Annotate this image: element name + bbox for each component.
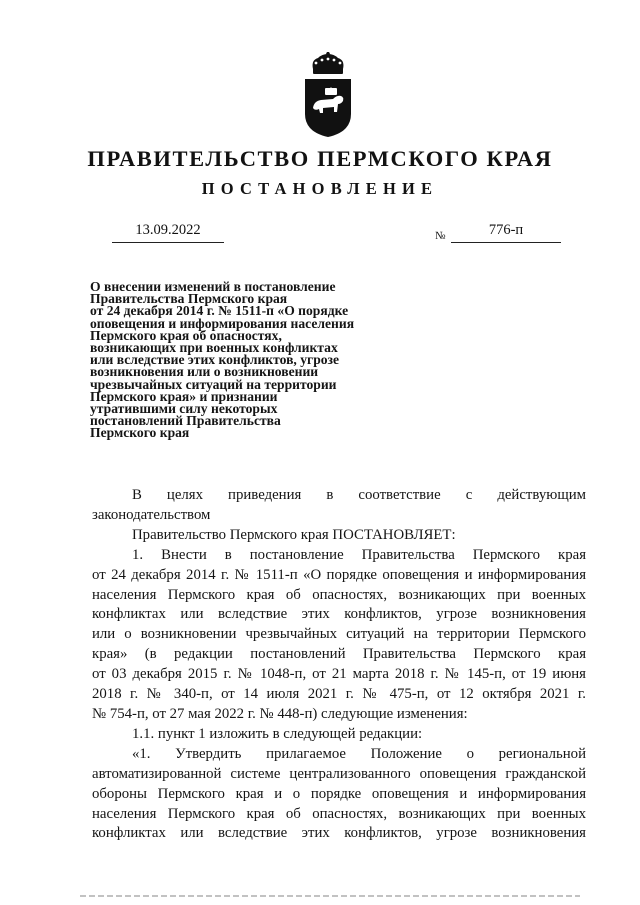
body-line: обороны Пермского края и о порядке оповещения и информирования — [92, 785, 586, 802]
heading-line: Пермского края» и признании — [90, 388, 278, 404]
heading-line: возникновения или о возникновении — [90, 364, 319, 380]
heading-line: или вследствие этих конфликтов, угрозе — [90, 352, 340, 368]
heading-line: чрезвычайных ситуаций на территории — [90, 376, 337, 392]
government-title: ПРАВИТЕЛЬСТВО ПЕРМСКОГО КРАЯ — [87, 146, 553, 171]
body-line: автоматизированной системе централизованного оповещения гражданской — [92, 765, 586, 782]
heading-line: утратившими силу некоторых — [90, 401, 278, 417]
document-number: 776-п — [451, 222, 561, 243]
heading-line: постановлений Правительства — [90, 413, 281, 429]
heading-line: Пермского края — [90, 425, 190, 441]
heading-line: от 24 декабря 2014 г. № 1511-п «О порядке — [90, 303, 349, 319]
heading-line: оповещения и информирования населения — [90, 315, 355, 331]
heading-line: Пермского края об опасностях, — [90, 327, 282, 343]
body-line: населения Пермского края об опасностях, возникающих при военных — [92, 805, 586, 822]
body-line: «1. Утвердить прилагаемое Положение о региональной — [132, 745, 586, 762]
heading-line: Правительства Пермского края — [90, 291, 288, 307]
body-line: или о возникновении чрезвычайных ситуаций на территории Пермского — [92, 626, 586, 643]
document-date: 13.09.2022 — [112, 222, 224, 243]
body-line: Правительство Пермского края ПОСТАНОВЛЯЕТ: — [132, 526, 456, 543]
body-line: населения Пермского края об опасностях, возникающих при военных — [92, 586, 586, 603]
document-body — [92, 486, 586, 844]
body-line: края» (в редакции постановлений Правительства Пермского края — [92, 646, 586, 663]
document-type: ПОСТАНОВЛЕНИЕ — [201, 179, 439, 198]
body-line: конфликтах или вследствие этих конфликтов, угрозе возникновения — [92, 825, 586, 842]
body-line: конфликтах или вследствие этих конфликтов, угрозе возникновения — [92, 606, 586, 623]
heading-line: О внесении изменений в постановление — [90, 279, 336, 294]
coat-of-arms-icon — [299, 52, 357, 138]
body-line: законодательством — [92, 506, 211, 523]
body-line: от 03 декабря 2015 г. № 1048-п, от 21 марта 2018 г. № 145-п, от 19 июня — [92, 666, 586, 683]
body-line: 1.1. пункт 1 изложить в следующей редакции: — [132, 725, 423, 742]
scan-edge-artifact — [80, 895, 580, 897]
body-line: от 24 декабря 2014 г. № 1511-п «О порядке оповещения и информирования — [92, 566, 586, 583]
body-line: № 754-п, от 27 мая 2022 г. № 448-п) следующие изменения: — [92, 705, 468, 722]
heading-line: возникающих при военных конфликтах — [90, 340, 338, 356]
document-heading — [90, 281, 390, 440]
body-line: 1. Внести в постановление Правительства Пермского края — [132, 546, 586, 563]
body-line: В целях приведения в соответствие с действующим — [132, 487, 586, 503]
number-sign: № — [435, 230, 446, 242]
body-line: 2018 г. № 340-п, от 14 июля 2021 г. № 475-п, от 12 октября 2021 г. — [92, 686, 586, 703]
